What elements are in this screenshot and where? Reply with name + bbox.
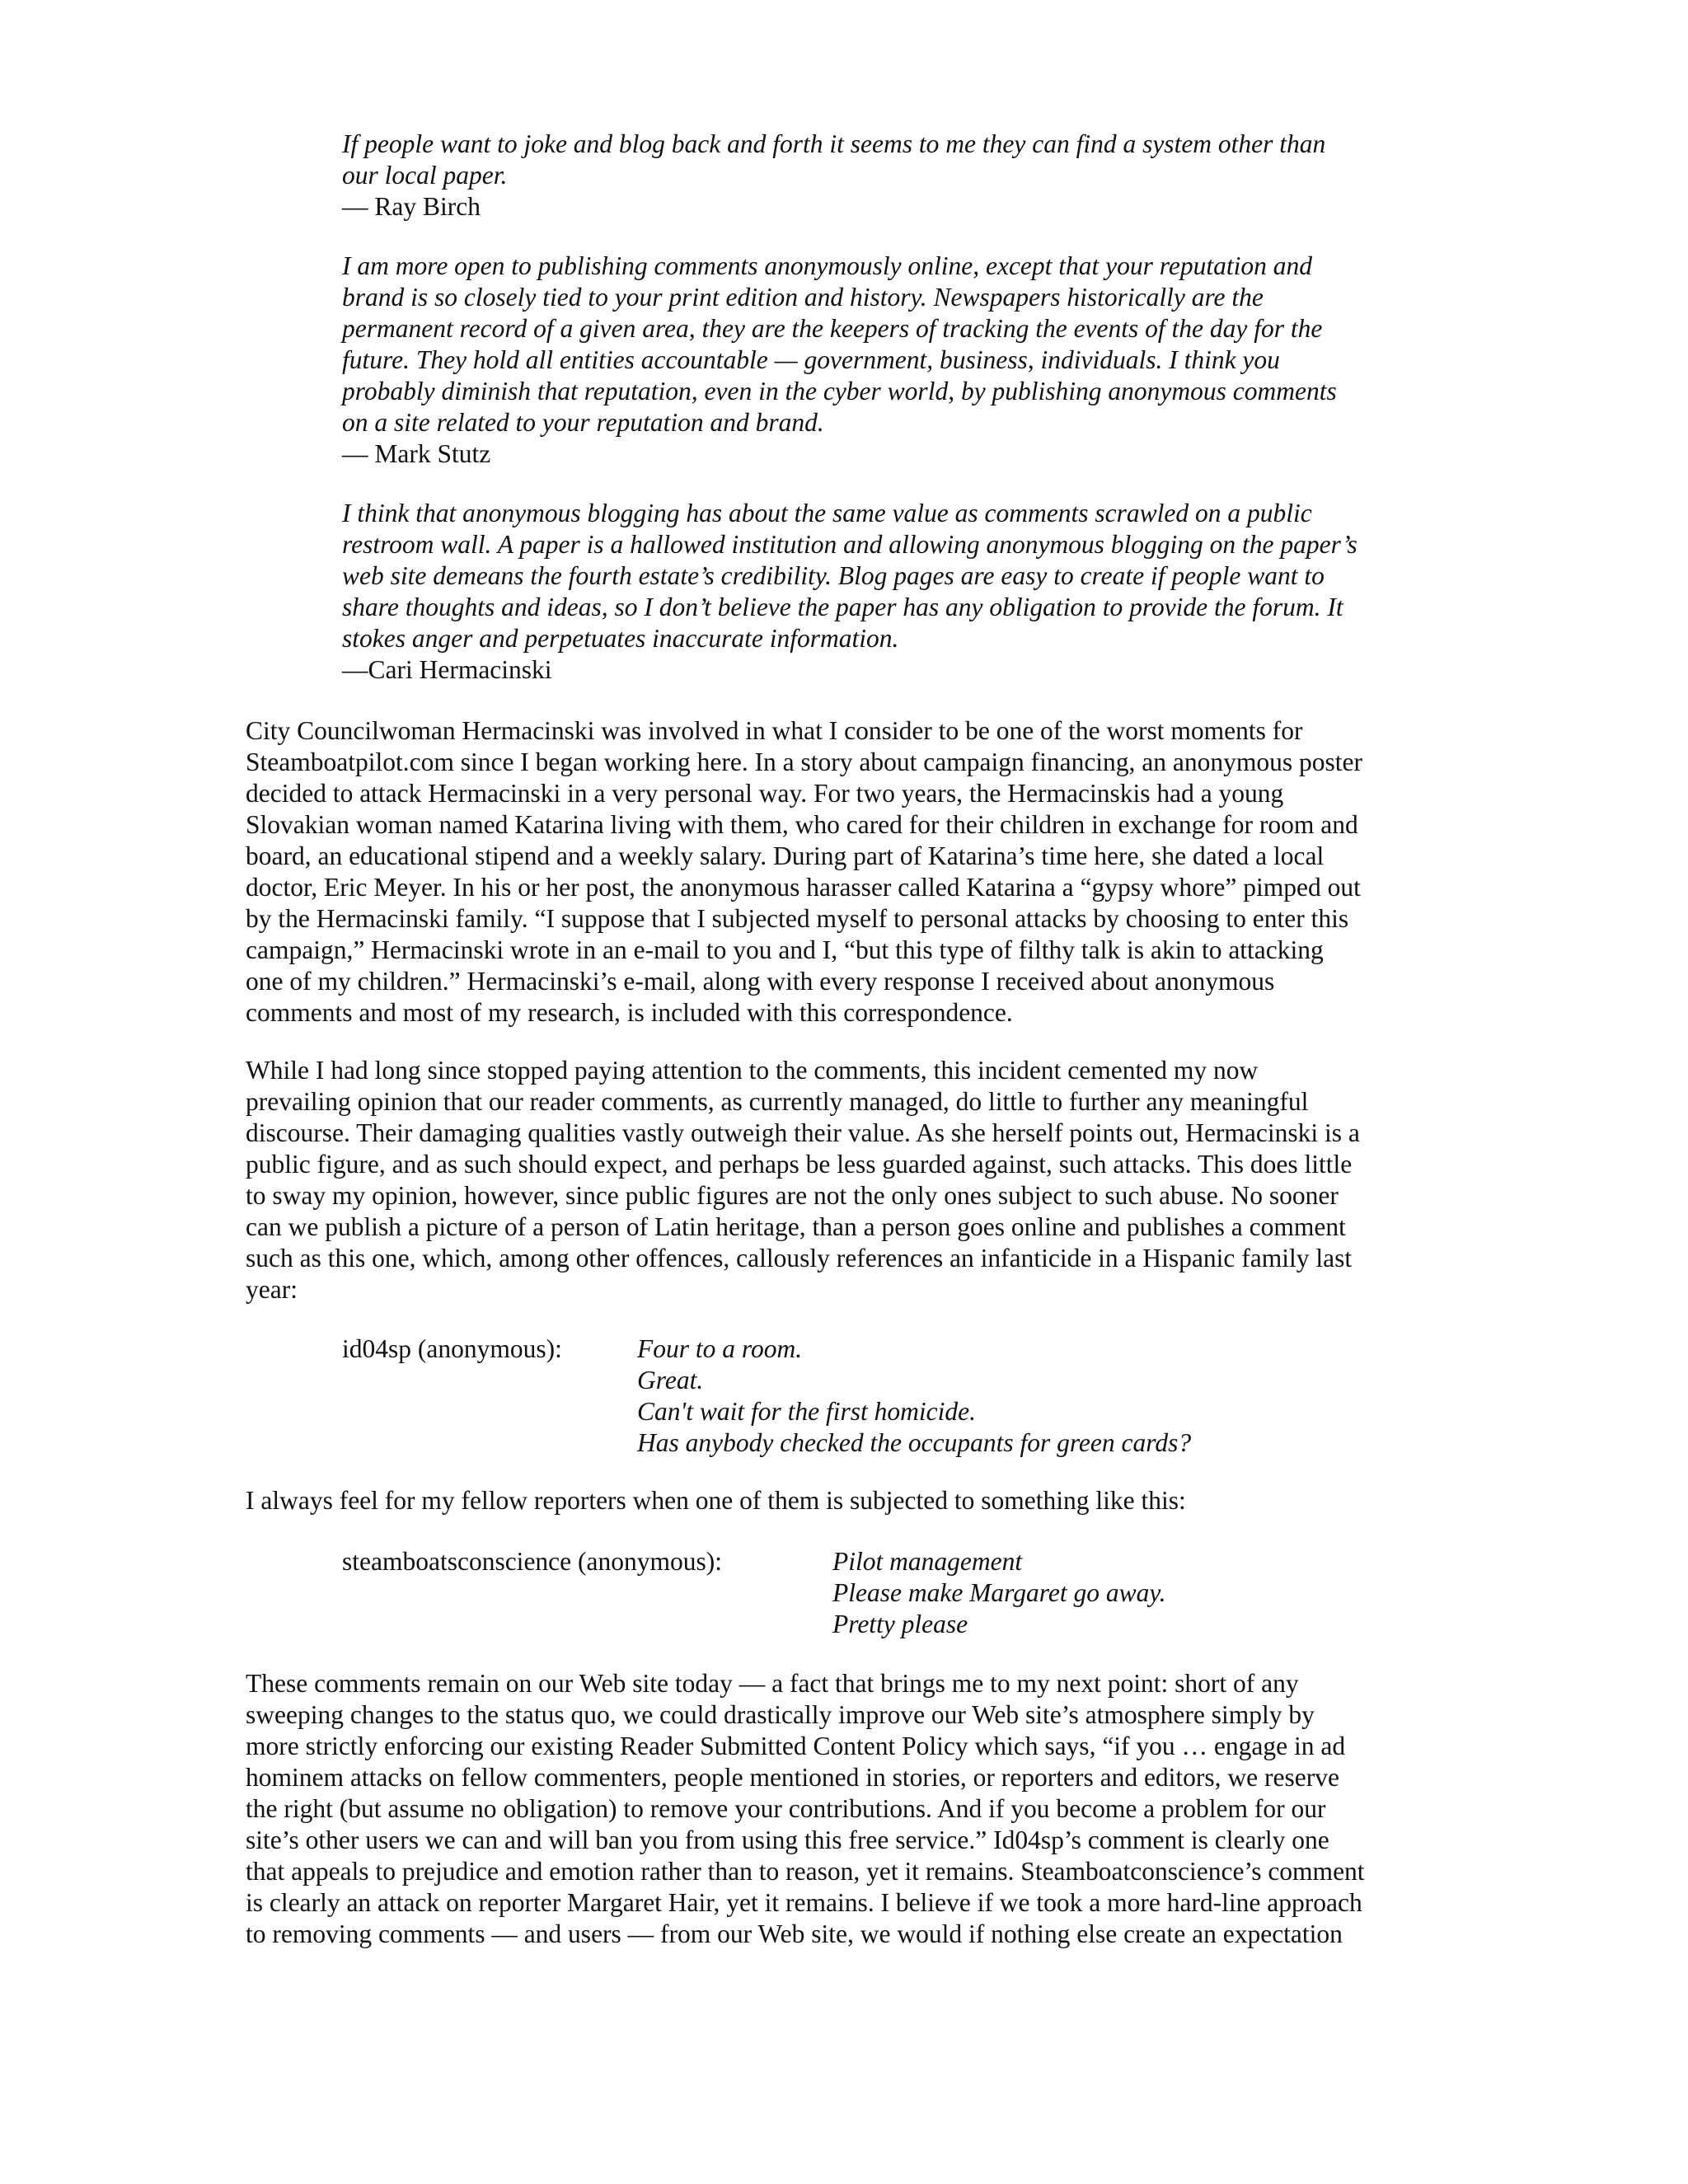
paragraph-line: These comments remain on our Web site today — a fact that brings me to my next point: short of any xyxy=(246,1669,1299,1698)
paragraph-line: board, an educational stipend and a weekly salary. During part of Katarina’s time here, she dated a local xyxy=(246,841,1325,870)
paragraph-line: more strictly enforcing our existing Reader Submitted Content Policy which says, “if you … engage in ad xyxy=(246,1732,1346,1760)
paragraph-line: that appeals to prejudice and emotion rather than to reason, yet it remains. Steamboatconscience’s comment xyxy=(246,1857,1365,1886)
comment-username: id04sp (anonymous): xyxy=(342,1334,562,1363)
paragraph-line: discourse. Their damaging qualities vastly outweigh their value. As she herself points out, Hermacinski is a xyxy=(246,1118,1360,1147)
quote-line: restroom wall. A paper is a hallowed institution and allowing anonymous blogging on the paper’s xyxy=(342,530,1357,559)
paragraph-line: comments and most of my research, is included with this correspondence. xyxy=(246,998,1013,1027)
paragraph-line: is clearly an attack on reporter Margaret Hair, yet it remains. I believe if we took a more hard-line approach xyxy=(246,1888,1362,1917)
quote-line: probably diminish that reputation, even in the cyber world, by publishing anonymous comments xyxy=(342,377,1337,405)
paragraph-line: one of my children.” Hermacinski’s e-mail, along with every response I received about anonymous xyxy=(246,967,1275,996)
paragraph-line: While I had long since stopped paying attention to the comments, this incident cemented my now xyxy=(246,1056,1259,1085)
comment-line: Please make Margaret go away. xyxy=(832,1578,1166,1607)
paragraph-line: sweeping changes to the status quo, we could drastically improve our Web site’s atmosphere simply by xyxy=(246,1700,1315,1729)
paragraph-line: site’s other users we can and will ban you from using this free service.” Id04sp’s comment is clearly one xyxy=(246,1825,1329,1854)
quote-line: I am more open to publishing comments anonymously online, except that your reputation and xyxy=(342,251,1312,280)
quote-line: stokes anger and perpetuates inaccurate information. xyxy=(342,624,899,653)
comment-line: Can't wait for the first homicide. xyxy=(637,1397,976,1426)
quote-line: future. They hold all entities accountable — government, business, individuals. I think you xyxy=(342,345,1280,374)
comment-line: Great. xyxy=(637,1366,704,1394)
paragraph-line: to removing comments — and users — from our Web site, we would if nothing else create an expectation xyxy=(246,1919,1343,1948)
paragraph-line: I always feel for my fellow reporters when one of them is subjected to something like this: xyxy=(246,1486,1186,1515)
quote-line: on a site related to your reputation and brand. xyxy=(342,408,824,437)
quote-attribution: — Ray Birch xyxy=(342,192,481,221)
quote-line: web site demeans the fourth estate’s credibility. Blog pages are easy to create if people want to xyxy=(342,561,1325,590)
comment-line: Pilot management xyxy=(832,1547,1023,1576)
quote-attribution: —Cari Hermacinski xyxy=(342,655,552,684)
comment-line: Has anybody checked the occupants for green cards? xyxy=(637,1428,1192,1457)
quote-line: If people want to joke and blog back and forth it seems to me they can find a system other than xyxy=(342,129,1326,158)
quote-line: share thoughts and ideas, so I don’t believe the paper has any obligation to provide the forum. It xyxy=(342,593,1343,621)
paragraph-line: campaign,” Hermacinski wrote in an e-mail to you and I, “but this type of filthy talk is akin to attacking xyxy=(246,935,1324,964)
paragraph-line: City Councilwoman Hermacinski was involved in what I consider to be one of the worst moments for xyxy=(246,716,1303,745)
paragraph-line: such as this one, which, among other offences, callously references an infanticide in a Hispanic family last xyxy=(246,1244,1353,1272)
paragraph-line: Slovakian woman named Katarina living with them, who cared for their children in exchange for room and xyxy=(246,810,1358,839)
paragraph-line: public figure, and as such should expect, and perhaps be less guarded against, such attacks. This does little xyxy=(246,1150,1353,1179)
paragraph-line: the right (but assume no obligation) to remove your contributions. And if you become a problem for our xyxy=(246,1794,1326,1823)
paragraph-line: can we publish a picture of a person of Latin heritage, than a person goes online and publishes a comment xyxy=(246,1212,1346,1241)
paragraph-line: doctor, Eric Meyer. In his or her post, the anonymous harasser called Katarina a “gypsy whore” pimped out xyxy=(246,873,1361,902)
paragraph-line: to sway my opinion, however, since public figures are not the only ones subject to such abuse. No sooner xyxy=(246,1181,1339,1210)
quote-line: permanent record of a given area, they are the keepers of tracking the events of the day for the xyxy=(342,314,1323,343)
paragraph-line: Steamboatpilot.com since I began working here. In a story about campaign financing, an anonymous poster xyxy=(246,748,1363,776)
quote-line: our local paper. xyxy=(342,161,508,190)
quote-line: brand is so closely tied to your print edition and history. Newspapers historically are the xyxy=(342,283,1264,312)
paragraph-line: by the Hermacinski family. “I suppose that I subjected myself to personal attacks by choosing to enter this xyxy=(246,904,1349,933)
paragraph-line: decided to attack Hermacinski in a very personal way. For two years, the Hermacinskis had a young xyxy=(246,779,1284,808)
paragraph-line: prevailing opinion that our reader comments, as currently managed, do little to further any meaningful xyxy=(246,1087,1309,1116)
paragraph-line: hominem attacks on fellow commenters, people mentioned in stories, or reporters and editors, we reserve xyxy=(246,1763,1339,1792)
paragraph-line: year: xyxy=(246,1275,298,1304)
comment-line: Four to a room. xyxy=(637,1334,803,1363)
quote-attribution: — Mark Stutz xyxy=(342,439,491,468)
quote-line: I think that anonymous blogging has about the same value as comments scrawled on a public xyxy=(342,499,1312,527)
comment-username: steamboatsconscience (anonymous): xyxy=(342,1547,722,1576)
comment-line: Pretty please xyxy=(832,1610,968,1638)
